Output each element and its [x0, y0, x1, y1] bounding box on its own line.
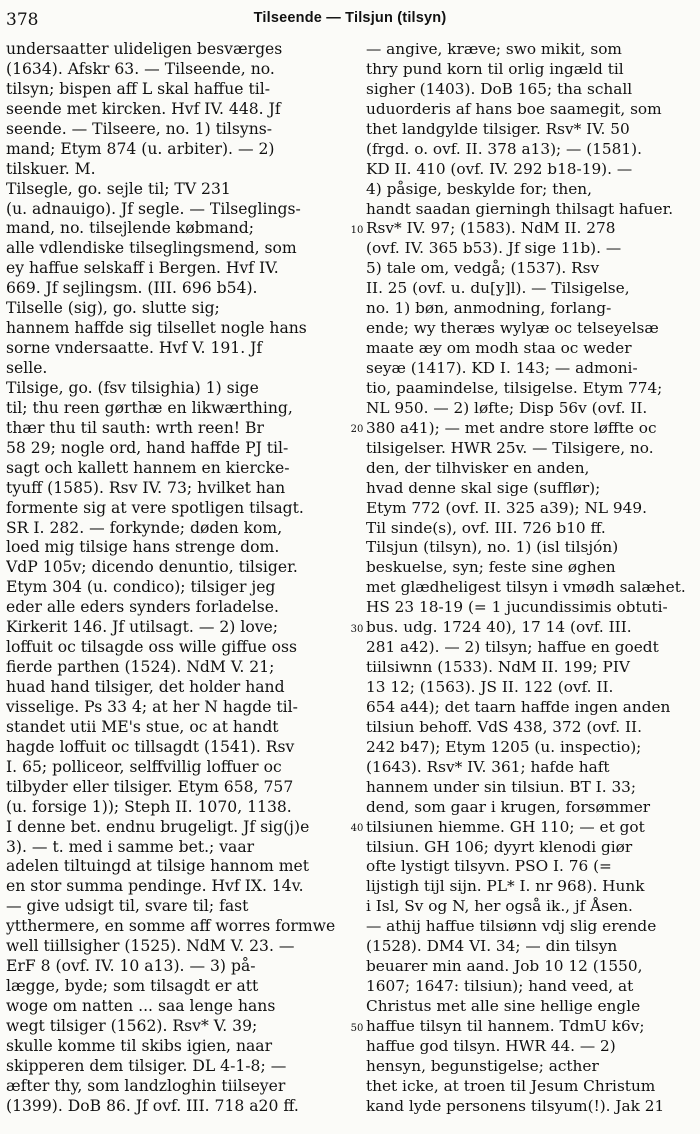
text-line: 380 a41); — met andre store løffte oc: [366, 418, 657, 437]
text-line: formente sig at vere spotligen tilsagt.: [6, 498, 304, 517]
text-line: no. 1) bøn, anmodning, forlang-: [366, 299, 612, 318]
text-line: uduorderis af hans boe saamegit, som: [366, 99, 662, 118]
text-line: 13 12; (1563). JS II. 122 (ovf. II.: [366, 678, 614, 696]
text-line: eder alle eders synders forladelse.: [6, 598, 279, 617]
text-line: 5) tale om, vedgå; (1537). Rsv: [366, 259, 600, 278]
text-line: well tiillsigher (1525). NdM V. 23. —: [6, 937, 295, 956]
text-line: undersaatter ulideligen besværges: [6, 40, 283, 58]
text-line: VdP 105v; dicendo denuntio, tilsiger.: [6, 558, 298, 577]
text-line: bus. udg. 1724 40), 17 14 (ovf. III.: [366, 618, 632, 637]
text-line: SR I. 282. — forkynde; døden kom,: [6, 518, 283, 537]
text-line: I. 65; polliceor, selffvillig loffuer oc: [6, 757, 282, 776]
text-line: loed mig tilsige hans strenge dom.: [6, 538, 280, 557]
text-line: Rsv* IV. 97; (1583). NdM II. 278: [366, 219, 616, 238]
text-line: I denne bet. endnu brugeligt. Jf sig(j)e: [6, 817, 310, 836]
text-line: Christus met alle sine hellige engle: [366, 997, 641, 1015]
text-line: Tilselle (sig), go. slutte sig;: [6, 299, 220, 318]
text-line: handt saadan gierningh thilsagt hafuer.: [366, 199, 674, 218]
text-line: Tilsige, go. (fsv tilsighia) 1) sige: [6, 378, 259, 397]
text-line: seende met kircken. Hvf IV. 448. Jf: [6, 99, 281, 118]
text-line: Kirkerit 146. Jf utilsagt. — 2) love;: [6, 618, 279, 637]
text-line: haffue tilsyn til hannem. TdmU k6v;: [366, 1016, 645, 1035]
text-line: (1643). Rsv* IV. 361; hafde haft: [366, 757, 610, 776]
text-line: woge om natten ... saa lenge hans: [6, 997, 276, 1015]
page-number: 378: [6, 10, 39, 30]
text-line: selle.: [6, 359, 48, 377]
text-line: seyæ (1417). KD I. 143; — admoni-: [366, 359, 638, 377]
text-line: tilsyn; bispen aff L skal haffue til-: [6, 79, 270, 98]
text-line: 654 a44); det taarn haffde ingen anden: [366, 697, 671, 716]
text-line: 1607; 1647: tilsiun); hand veed, at: [366, 977, 634, 996]
text-line: mand; Etym 874 (u. arbiter). — 2): [6, 139, 275, 158]
text-line: sigher (1403). DoB 165; tha schall: [366, 79, 633, 98]
text-line: skipperen dem tilsiger. DL 4-1-8; —: [6, 1056, 287, 1075]
text-line: ey haffue selskaff i Bergen. Hvf IV.: [6, 259, 279, 278]
text-line: tiilsiwnn (1533). NdM II. 199; PIV: [366, 658, 630, 677]
text-line: sagt och kallett hannem en kiercke-: [6, 458, 290, 477]
text-line: thær thu til sauth: wrth reen! Br: [6, 418, 264, 437]
right-column: [366, 40, 696, 1117]
text-line: (1528). DM4 VI. 34; — din tilsyn: [366, 937, 618, 956]
text-line: ende; wy theræs wylyæ oc telseyelsæ: [366, 319, 659, 338]
text-line: hensyn, begunstigelse; acther: [366, 1056, 599, 1075]
text-line: (ovf. IV. 365 b53). Jf sige 11b). —: [366, 239, 622, 258]
text-line: loffuit oc tilsagde oss wille giffue oss: [6, 638, 297, 657]
text-line: HS 23 18-19 (= 1 jucundissimis obtuti-: [366, 598, 668, 617]
text-line: wegt tilsiger (1562). Rsv* V. 39;: [6, 1016, 258, 1035]
text-line: tilsigelser. HWR 25v. — Tilsigere, no.: [366, 438, 654, 457]
text-line: (frgd. o. ovf. II. 378 a13); — (1581).: [366, 139, 642, 158]
text-line: beskuelse, syn; feste sine øghen: [366, 558, 616, 577]
text-line: (1399). DoB 86. Jf ovf. III. 718 a20 ff.: [6, 1096, 299, 1115]
gutter-line-number: 30: [350, 623, 364, 635]
text-line: (1634). Afskr 63. — Tilseende, no.: [6, 59, 275, 78]
text-line: thet landgylde tilsiger. Rsv* IV. 50: [366, 119, 630, 138]
text-line: ErF 8 (ovf. IV. 10 a13). — 3) på-: [6, 957, 256, 976]
running-head: Tilseende — Tilsjun (tilsyn): [253, 10, 447, 26]
text-line: Etym 772 (ovf. II. 325 a39); NL 949.: [366, 498, 647, 517]
text-line: lægge, byde; som tilsagdt er att: [6, 977, 259, 996]
text-line: tilsiun behoff. VdS 438, 372 (ovf. II.: [366, 717, 642, 736]
text-line: hagde loffuit oc tillsagdt (1541). Rsv: [6, 737, 295, 756]
text-line: hvad denne skal sige (sufflør);: [366, 478, 601, 497]
text-line: alle vdlendiske tilseglingsmend, som: [6, 239, 297, 258]
text-line: 242 b47); Etym 1205 (u. inspectio);: [366, 737, 642, 756]
text-line: 281 a42). — 2) tilsyn; haffue en goedt: [366, 638, 659, 657]
text-line: æfter thy, som landzloghin tiilseyer: [6, 1076, 286, 1095]
text-line: seende. — Tilseere, no. 1) tilsyns-: [6, 119, 273, 138]
text-line: lijstigh tijl sijn. PL* I. nr 968). Hunk: [366, 877, 645, 896]
text-line: 3). — t. med i samme bet.; vaar: [6, 837, 255, 856]
left-column: [6, 40, 342, 1117]
text-line: Etym 304 (u. condico); tilsiger jeg: [6, 578, 276, 597]
text-line: til; thu reen gørthæ en likwærthing,: [6, 398, 293, 417]
text-line: 4) påsige, beskylde for; then,: [366, 179, 592, 198]
text-line: ytthermere, en somme aff worres formwe: [6, 917, 336, 936]
text-line: thry pund korn til orlig ingæld til: [366, 59, 624, 78]
text-line: (u. forsige 1)); Steph II. 1070, 1138.: [6, 797, 292, 816]
text-line: — athij haffue tilsiønn vdj slig erende: [366, 917, 657, 936]
text-line: (u. adnauigo). Jf segle. — Tilseglings-: [6, 199, 301, 218]
text-line: thet icke, at troen til Jesum Christum: [366, 1076, 656, 1095]
text-line: KD II. 410 (ovf. IV. 292 b18-19). —: [366, 159, 633, 178]
text-line: den, der tilhvisker en anden,: [366, 458, 590, 477]
text-line: II. 25 (ovf. u. du[y]l). — Tilsigelse,: [366, 279, 630, 298]
page-header: [6, 6, 694, 32]
text-line: tilbyder eller tilsiger. Etym 658, 757: [6, 777, 294, 796]
gutter-line-number: 50: [350, 1022, 364, 1034]
text-line: tilsiunen hiemme. GH 110; — et got: [366, 817, 645, 836]
text-line: skulle komme til skibs igien, naar: [6, 1036, 273, 1055]
text-line: met glædheligest tilsyn i vmødh salæhet.: [366, 578, 686, 597]
text-line: Tilsegle, go. sejle til; TV 231: [6, 179, 231, 198]
text-line: visselige. Ps 33 4; at her N hagde til-: [6, 697, 298, 716]
gutter-line-number: 10: [350, 224, 364, 236]
gutter-line-number: 40: [350, 823, 364, 835]
text-line: en stor summa pendinge. Hvf IX. 14v.: [6, 877, 304, 896]
text-line: sorne vndersaatte. Hvf V. 191. Jf: [6, 339, 263, 358]
text-line: hannem under sin tilsiun. BT I. 33;: [366, 777, 637, 796]
text-line: tilskuer. M.: [6, 159, 96, 178]
text-line: tio, paamindelse, tilsigelse. Etym 774;: [366, 378, 663, 397]
gutter-line-number: 20: [350, 424, 364, 436]
text-line: 669. Jf sejlingsm. (III. 696 b54).: [6, 279, 258, 298]
text-line: tilsiun. GH 106; dyyrt klenodi giør: [366, 837, 633, 856]
text-line: adelen tiltuingd at tilsige hannom met: [6, 857, 309, 876]
text-line: beuarer min aand. Job 10 12 (1550,: [366, 957, 643, 976]
text-line: haffue god tilsyn. HWR 44. — 2): [366, 1036, 616, 1055]
text-line: kand lyde personens tilsyum(!). Jak 21: [366, 1096, 665, 1115]
text-line: mand, no. tilsejlende købmand;: [6, 219, 255, 238]
text-line: NL 950. — 2) løfte; Disp 56v (ovf. II.: [366, 398, 648, 417]
text-line: Til sinde(s), ovf. III. 726 b10 ff.: [366, 518, 606, 537]
text-line: tyuff (1585). Rsv IV. 73; hvilket han: [6, 478, 286, 497]
text-line: Tilsjun (tilsyn), no. 1) (isl tilsjón): [366, 538, 619, 557]
text-line: standet utii ME's stue, oc at handt: [6, 717, 279, 736]
text-line: i Isl, Sv og N, her også ik., jf Åsen.: [366, 897, 633, 916]
text-line: dend, som gaar i krugen, forsømmer: [366, 797, 651, 816]
text-line: 58 29; nogle ord, hand haffde PJ til-: [6, 438, 289, 457]
text-line: maate æy om modh staa oc weder: [366, 339, 632, 358]
text-line: fierde parthen (1524). NdM V. 21;: [6, 658, 275, 677]
text-line: — give udsigt til, svare til; fast: [6, 897, 249, 916]
text-line: ofte lystigt tilsyvn. PSO I. 76 (=: [366, 857, 612, 876]
text-line: hannem haffde sig tilsellet nogle hans: [6, 319, 307, 338]
text-line: huad hand tilsiger, det holder hand: [6, 678, 285, 696]
text-line: — angive, kræve; swo mikit, som: [366, 40, 622, 58]
